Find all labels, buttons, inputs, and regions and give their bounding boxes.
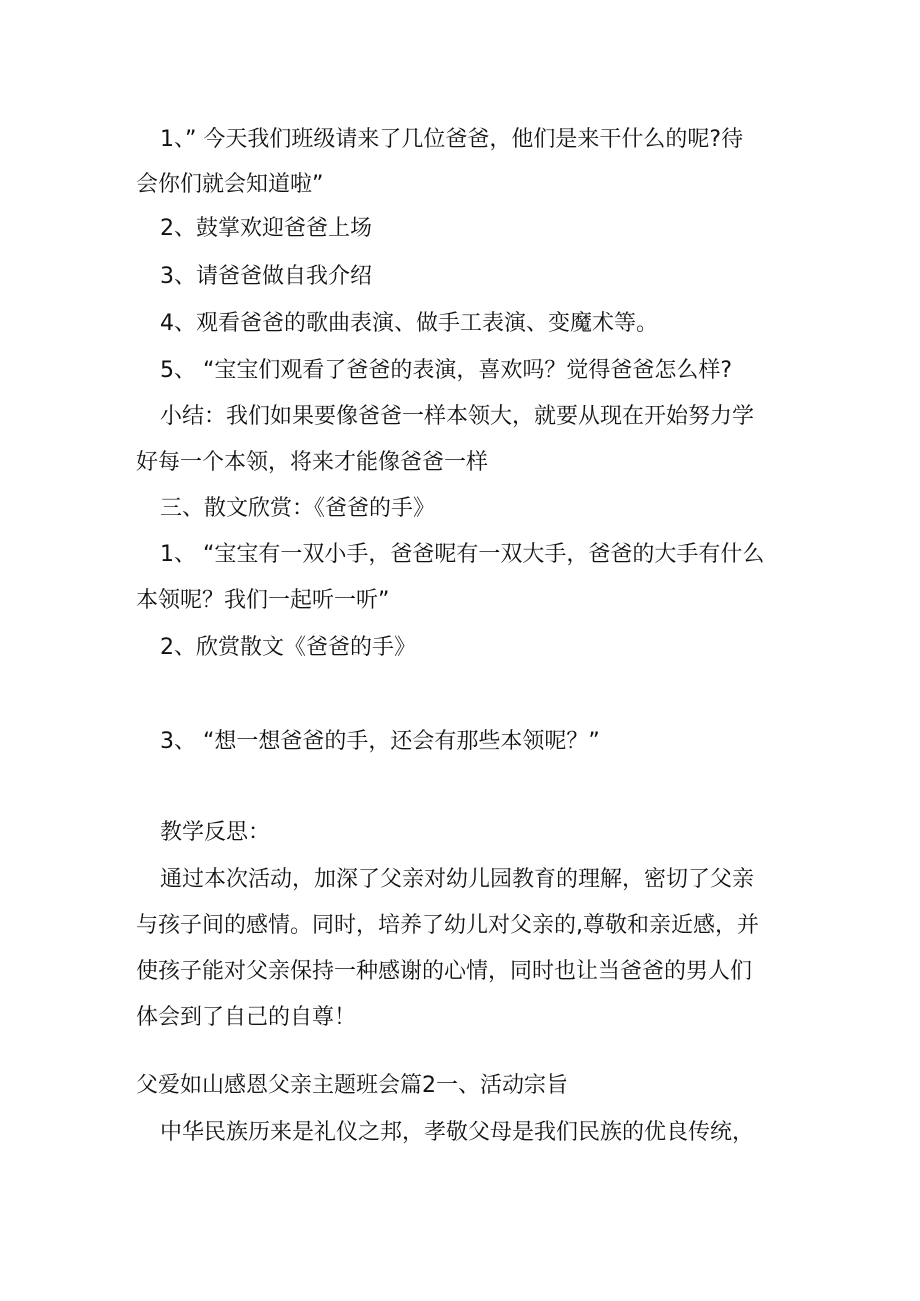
text-line-13: 3、 “想一想爸爸的手，还会有那些本领呢？” xyxy=(160,729,600,754)
text-line-5: 4、观看爸爸的歌曲表演、做手工表演、变魔术等。 xyxy=(160,311,658,336)
text-line-12: 2、欣赏散文《爸爸的手》 xyxy=(160,635,416,660)
text-line-14: 教学反思： xyxy=(160,820,271,845)
text-line-20: 中华民族历来是礼仪之邦，孝敬父母是我们民族的优良传统， xyxy=(160,1120,755,1145)
text-line-10: 1、 “宝宝有一双小手，爸爸呢有一双大手，爸爸的大手有什么 xyxy=(160,542,765,567)
text-line-18: 体会到了自己的自尊！ xyxy=(136,1005,357,1030)
text-line-8: 好每一个本领，将来才能像爸爸一样 xyxy=(136,450,489,475)
text-line-7: 小结：我们如果要像爸爸一样本领大，就要从现在开始努力学 xyxy=(160,404,755,429)
text-line-4: 3、请爸爸做自我介绍 xyxy=(160,264,372,289)
text-line-11: 本领呢？我们一起听一听” xyxy=(136,588,390,613)
text-line-1: 1、” 今天我们班级请来了几位爸爸，他们是来干什么的呢?待 xyxy=(160,127,744,152)
text-line-6: 5、 “宝宝们观看了爸爸的表演，喜欢吗？觉得爸爸怎么样? xyxy=(160,358,733,383)
text-line-17: 使孩子能对父亲保持一种感谢的心情，同时也让当爸爸的男人们 xyxy=(136,959,753,984)
text-line-16: 与孩子间的感情。同时，培养了幼儿对父亲的,尊敬和亲近感，并 xyxy=(136,913,759,938)
text-line-15: 通过本次活动，加深了父亲对幼儿园教育的理解，密切了父亲 xyxy=(160,867,755,892)
text-line-3: 2、鼓掌欢迎爸爸上场 xyxy=(160,216,372,241)
text-line-2: 会你们就会知道啦” xyxy=(136,172,324,197)
text-line-19: 父爱如山感恩父亲主题班会篇2一、活动宗旨 xyxy=(136,1073,568,1098)
text-line-9: 三、散文欣赏：《爸爸的手》 xyxy=(160,496,436,521)
